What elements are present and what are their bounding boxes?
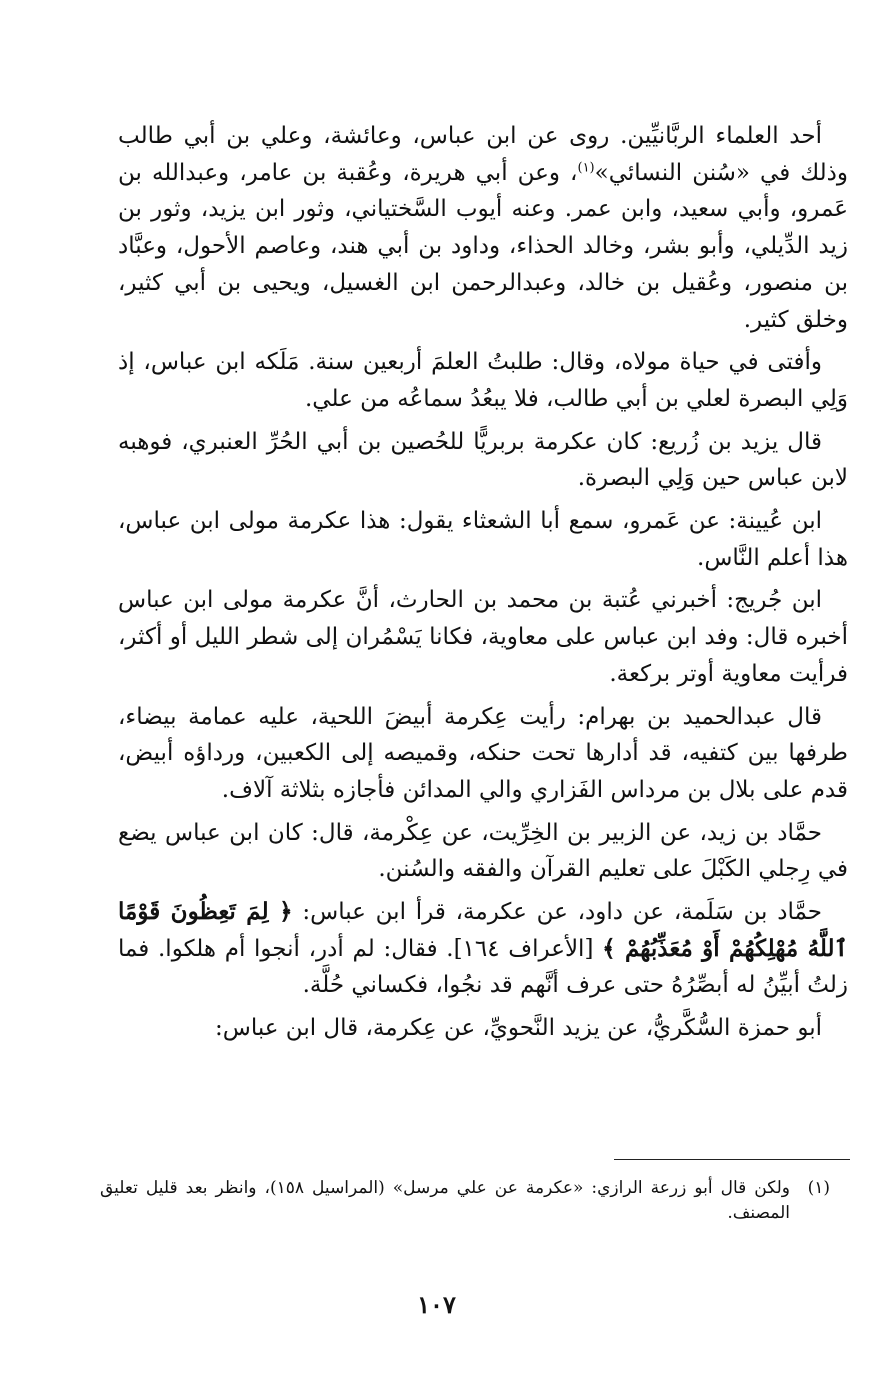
paragraph-1-part-b: ، وعن أبي هريرة، وعُقبة بن عامر، وعبدالله بن عَمرو، وأبي سعيد، وابن عمر. وعنه أيوب السَّختياني، وثور ابن يزيد، وثور بن زيد الدِّيلي، وأبو بشر، وخالد الحذاء، وداود بن أبي هند، وعاصم الأحول، وعبَّاد بن منصور، وعُقيل بن خالد، وعبدالرحمن ابن الغسيل، ويحيى بن أبي كثير، وخلق كثير. [118, 159, 848, 333]
page-number: ١٠٧ [417, 1290, 456, 1319]
paragraph-7: حمَّاد بن زيد، عن الزبير بن الخِرِّيت، عن عِكْرمة، قال: كان ابن عباس يضع في رِجلي الكَبْلَ على تعليم القرآن والفقه والسُنن. [118, 819, 848, 883]
paragraph-2: وأفتى في حياة مولاه، وقال: طلبتُ العلمَ أربعين سنة. مَلَكه ابن عباس، إذ وَلِي البصرة لعلي بن أبي طالب، فلا يبعُدُ سماعُه من علي. [118, 349, 848, 412]
paragraph-8-part-a: حمَّاد بن سَلَمة، عن داود، عن عكرمة، قرأ ابن عباس: [292, 899, 823, 926]
quran-verse: ﴿ لِمَ تَعِظُونَ قَوْمًا ٱللَّهُ مُهْلِكُهُمْ أَوْ مُعَذِّبُهُمْ ﴾ [118, 898, 849, 962]
paragraph-8 [118, 894, 848, 1004]
paragraph-4: ابن عُيينة: عن عَمرو، سمع أبا الشعثاء يقول: هذا عكرمة مولى ابن عباس، هذا أعلم النَّاس. [118, 508, 848, 571]
footnote-reference: (١) [577, 160, 595, 176]
paragraph-1-part-a: أحد العلماء الربَّانيِّين. روى عن ابن عباس، وعائشة، وعلي بن أبي طالب وذلك في «سُنن النسائي» [118, 123, 849, 186]
footnote-separator [614, 1159, 850, 1160]
footnote-number: (١) [807, 1178, 830, 1198]
paragraph-5: ابن جُريج: أخبرني عُتبة بن محمد بن الحارث، أنَّ عكرمة مولى ابن عباس أخبره قال: وفد ابن عباس على معاوية، فكانا يَسْمُران إلى شطر الليل أو أكثر، فرأيت معاوية أوتر بركعة. [118, 587, 849, 687]
footnote [100, 1176, 830, 1226]
footnote-text: ولكن قال أبو زرعة الرازي: «عكرمة عن علي مرسل» (المراسيل ١٥٨)، وانظر بعد قليل تعليق المصنف. [100, 1178, 790, 1223]
paragraph-9: أبو حمزة السُّكَّريُّ، عن يزيد النَّحويِّ، عن عِكرمة، قال ابن عباس: [215, 1015, 822, 1042]
paragraph-3: قال يزيد بن زُريع: كان عكرمة بربريًّا للحُصين بن أبي الحُرِّ العنبري، فوهبه لابن عباس حين وَلِي البصرة. [118, 428, 848, 492]
main-text [118, 118, 848, 1047]
paragraph-8-part-b: [الأعراف ١٦٤]. فقال: لم أدر، أنجوا أم هلكوا. فما زلتُ أبيِّنُ له أبصِّرُهُ حتى عرف أنَّهم قد نجُوا، فكساني حُلَّة. [118, 935, 848, 999]
paragraph-6: قال عبدالحميد بن بهرام: رأيت عِكرمة أبيضَ اللحية، عليه عمامة بيضاء، طرفها بين كتفيه، قد أدارها تحت حنكه، وقميصه إلى الكعبين، ورداؤه أبيض، قدم على بلال بن مرداس الفَزاري والي المدائن فأجازه بثلاثة آلاف. [118, 703, 848, 803]
paragraph-1 [118, 118, 848, 338]
